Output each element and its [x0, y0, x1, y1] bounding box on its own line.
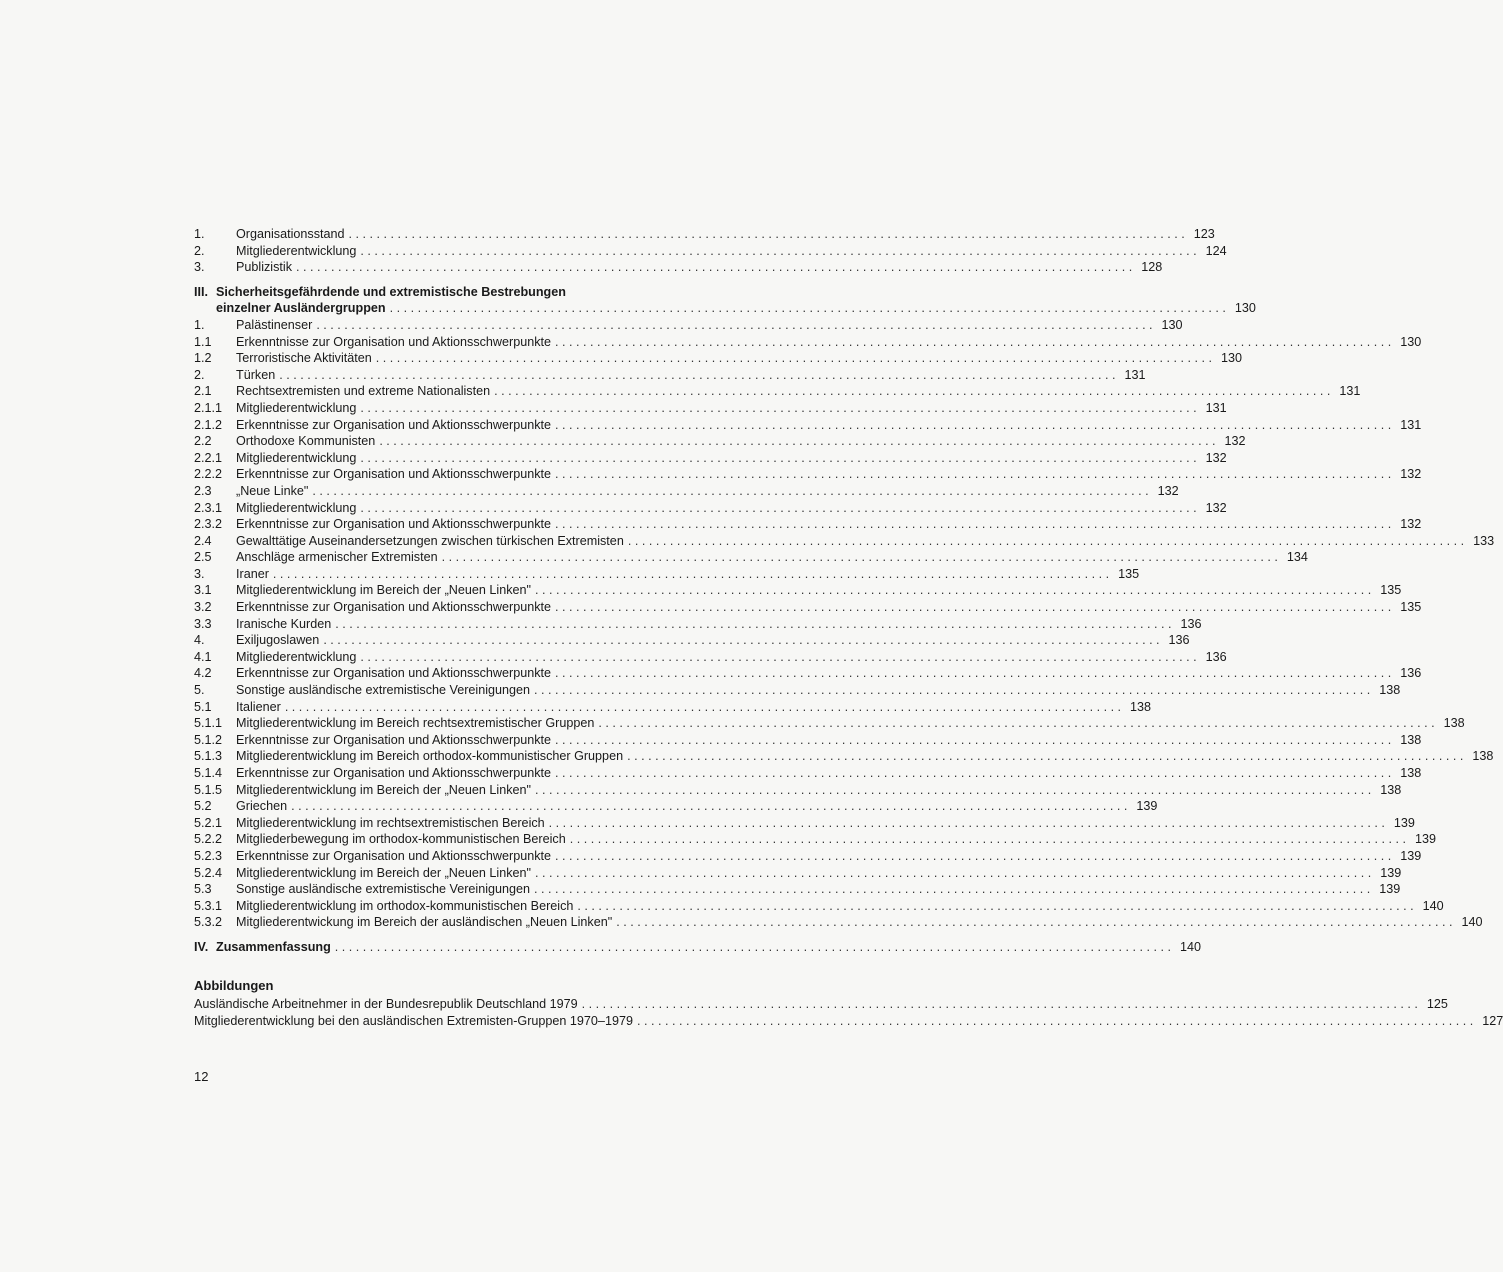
toc-entry: [194, 914, 1483, 931]
entry-title: Iraner: [236, 566, 269, 581]
page-number: 132: [1157, 483, 1179, 498]
toc-part-1: [194, 226, 1227, 276]
entry-title: Sonstige ausländische extremistische Vereinigungen: [236, 882, 531, 897]
section-iii-heading: [194, 284, 706, 301]
entry-title: Organisationsstand: [236, 227, 345, 241]
entry-title: Italiener: [236, 699, 281, 714]
page-number: 138: [1130, 699, 1152, 714]
page-number: 132: [1205, 450, 1227, 465]
leader-dots: [637, 1013, 1473, 1030]
leader-dots: [360, 400, 1196, 417]
leader-dots: [577, 898, 1413, 915]
leader-dots: [555, 516, 1391, 533]
page-number: 138: [1400, 732, 1422, 747]
figures-heading: Abbildungen: [194, 977, 274, 993]
entry-title: Mitgliederbewegung im orthodox-kommunistischen Bereich: [236, 832, 566, 847]
section-title: Zusammenfassung: [216, 939, 331, 954]
leader-dots: [323, 632, 1159, 649]
figure-entry: [194, 1013, 1503, 1030]
entry-title: Erkenntnisse zur Organisation und Aktionsschwerpunkte: [236, 766, 552, 780]
page-number: 139: [1393, 815, 1415, 830]
toc-entry: [194, 848, 1422, 865]
entry-title: Erkenntnisse zur Organisation und Aktionsschwerpunkte: [236, 517, 552, 532]
page-number: 127: [1482, 1013, 1503, 1028]
entry-number: 2.3: [194, 483, 212, 498]
leader-dots: [494, 383, 1330, 400]
page-number: 139: [1380, 865, 1402, 880]
page-number: 135: [1118, 566, 1140, 581]
entry-number: 5.2: [194, 799, 212, 814]
entry-number: 5.1.2: [194, 732, 223, 747]
leader-dots: [279, 367, 1115, 384]
entry-title: Mitgliederentwicklung im orthodox-kommunistischen Bereich: [236, 898, 574, 913]
entry-title: Terroristische Aktivitäten: [236, 351, 372, 366]
entry-title: Erkenntnisse zur Organisation und Aktionsschwerpunkte: [236, 417, 552, 432]
leader-dots: [627, 748, 1463, 765]
entry-title: Mitgliederentwicklung: [236, 243, 357, 258]
entry-title: Ausländische Arbeitnehmer in der Bundesrepublik Deutschland 1979: [194, 997, 578, 1012]
entry-number: 1.1: [194, 334, 212, 349]
entry-number: 2.1.1: [194, 400, 223, 415]
entry-number: 2.1: [194, 384, 212, 399]
leader-dots: [335, 616, 1171, 633]
leader-dots: [335, 939, 1171, 956]
page-number: 139: [1379, 882, 1401, 897]
entry-number: 2.3.1: [194, 500, 223, 515]
page-number: 139: [1414, 832, 1436, 847]
entry-number: 3.: [194, 566, 205, 581]
entry-title: Erkenntnisse zur Organisation und Aktionsschwerpunkte: [236, 848, 552, 863]
page-number: 132: [1400, 517, 1422, 532]
entry-title: Mitgliederentwicklung im Bereich der „Neuen Linken": [236, 782, 531, 797]
entry-number: 5.1: [194, 699, 212, 714]
entry-title: Sonstige ausländische extremistische Vereinigungen: [236, 683, 531, 698]
leader-dots: [549, 815, 1385, 832]
toc-entry: [194, 334, 1422, 351]
leader-dots: [360, 649, 1196, 666]
page-number: 136: [1168, 633, 1190, 648]
toc-entry: [194, 243, 1227, 260]
leader-dots: [360, 500, 1196, 517]
page-number: 138: [1379, 683, 1401, 698]
leader-dots: [360, 243, 1196, 260]
leader-dots: [555, 417, 1391, 434]
entry-title: Erkenntnisse zur Organisation und Aktionsschwerpunkte: [236, 334, 552, 349]
toc-entry: [194, 616, 1202, 633]
page-number: 136: [1180, 616, 1202, 631]
entry-title: Rechtsextremisten und extreme Nationalisten: [236, 384, 491, 399]
spacer: [194, 970, 706, 978]
toc-entry: [194, 682, 1401, 699]
entry-title: Mitgliederentwicklung im Bereich der „Neuen Linken": [236, 865, 531, 880]
entry-number: 2.1.2: [194, 417, 223, 432]
entry-number: 5.3: [194, 882, 212, 897]
entry-number: 5.2.2: [194, 832, 223, 847]
spacer: [194, 931, 706, 939]
toc-entry: [194, 881, 1401, 898]
page-number: 132: [1224, 434, 1246, 449]
entry-number: 1.: [194, 317, 205, 332]
entry-number: 2.3.2: [194, 517, 223, 532]
toc-entry: [194, 898, 1444, 915]
entry-title: Mitgliederentwicklung im Bereich orthodox-kommunistischer Gruppen: [236, 749, 624, 764]
toc-entry: [194, 317, 1183, 334]
page-number: 136: [1400, 666, 1422, 681]
entry-number: 3.3: [194, 616, 212, 631]
page-number: 138: [1472, 749, 1494, 764]
entry-title: „Neue Linke": [236, 483, 309, 498]
page-number: 130: [1234, 301, 1256, 316]
section-number: IV.: [194, 939, 209, 954]
entry-title: Erkenntnisse zur Organisation und Aktionsschwerpunkte: [236, 467, 552, 482]
toc-entry: [194, 383, 1361, 400]
toc-entry: [194, 433, 1246, 450]
entry-title: Exiljugoslawen: [236, 633, 320, 648]
toc-entry: [194, 715, 1465, 732]
entry-number: 3.2: [194, 600, 212, 615]
page-number: 124: [1205, 243, 1227, 258]
entry-number: 5.1.5: [194, 782, 223, 797]
toc-entry: [194, 450, 1227, 467]
leader-dots: [376, 350, 1212, 367]
leader-dots: [291, 798, 1127, 815]
entry-title: Erkenntnisse zur Organisation und Aktionsschwerpunkte: [236, 600, 552, 615]
page-number: 131: [1339, 384, 1361, 399]
entry-number: 4.2: [194, 666, 212, 681]
page-number: 138: [1443, 716, 1465, 731]
leader-dots: [535, 865, 1371, 882]
figure-entry: [194, 996, 1448, 1013]
entry-title: Erkenntnisse zur Organisation und Aktionsschwerpunkte: [236, 732, 552, 747]
page-number: 128: [1141, 260, 1163, 275]
entry-title: Griechen: [236, 799, 288, 814]
toc-entry: [194, 400, 1227, 417]
page-number: 130: [1221, 351, 1243, 366]
entry-title: Mitgliederentwicklung bei den ausländischen Extremisten-Gruppen 1970–1979: [194, 1013, 633, 1028]
page-number: 130: [1161, 317, 1183, 332]
section-title-line-1: Sicherheitsgefährdende und extremistische Bestrebungen: [216, 284, 566, 299]
leader-dots: [555, 765, 1391, 782]
figures-list: [194, 996, 1503, 1029]
page-number: 131: [1400, 417, 1422, 432]
entry-number: 2.2: [194, 434, 212, 449]
toc-entry: [194, 259, 1163, 276]
leader-dots: [535, 582, 1371, 599]
leader-dots: [360, 450, 1196, 467]
entry-number: 5.2.4: [194, 865, 223, 880]
entry-number: 2.5: [194, 550, 212, 565]
entry-title: Türken: [236, 367, 276, 382]
toc-entry: [194, 632, 1190, 649]
leader-dots: [534, 881, 1370, 898]
page-number: 138: [1400, 766, 1422, 780]
entry-title: Orthodoxe Kommunisten: [236, 434, 376, 449]
leader-dots: [296, 259, 1132, 276]
entry-number: 5.1.3: [194, 749, 223, 764]
leader-dots: [616, 914, 1452, 931]
entry-title: Mitgliederentwicklung im rechtsextremistischen Bereich: [236, 815, 545, 830]
table-of-contents: [194, 226, 1503, 1029]
page-number: 140: [1422, 898, 1444, 913]
page-number: 133: [1473, 533, 1495, 548]
entry-number: 3.: [194, 260, 205, 275]
toc-entry: [194, 367, 1146, 384]
leader-dots: [285, 699, 1121, 716]
entry-title: Mitgliederentwicklung: [236, 500, 357, 515]
leader-dots: [582, 996, 1418, 1013]
entry-title: Mitgliederentwickung im Bereich der ausländischen „Neuen Linken": [236, 915, 613, 930]
toc-entry: [194, 466, 1422, 483]
toc-entry: [194, 533, 1495, 550]
toc-entry: [194, 732, 1422, 749]
section-iii-heading-continued: [194, 300, 1256, 317]
leader-dots: [534, 682, 1370, 699]
page-number: 140: [1180, 939, 1202, 954]
page-number: 135: [1380, 583, 1402, 598]
page-number: 131: [1205, 400, 1227, 415]
page-number: 132: [1205, 500, 1227, 515]
toc-entry: [194, 748, 1494, 765]
spacer: [194, 956, 706, 970]
leader-dots: [273, 566, 1109, 583]
entry-number: 4.: [194, 633, 205, 648]
page-number: 135: [1400, 600, 1422, 615]
leader-dots: [535, 782, 1371, 799]
toc-entry: [194, 549, 1308, 566]
entry-number: 4.1: [194, 649, 212, 664]
toc-entry: [194, 699, 1152, 716]
entry-number: 5.3.1: [194, 898, 223, 913]
page-number: 140: [1461, 915, 1483, 930]
toc-entry: [194, 865, 1402, 882]
entry-title: Publizistik: [236, 260, 292, 275]
leader-dots: [598, 715, 1434, 732]
entry-number: 2.: [194, 243, 205, 258]
page-number: 130: [1400, 334, 1422, 349]
leader-dots: [349, 226, 1185, 243]
entry-number: 5.: [194, 683, 205, 698]
entry-title: Mitgliederentwicklung im Bereich der „Neuen Linken": [236, 583, 531, 598]
entry-number: 5.2.3: [194, 848, 223, 863]
leader-dots: [316, 317, 1152, 334]
entry-number: 5.3.2: [194, 915, 223, 930]
toc-entry: [194, 599, 1422, 616]
toc-entry: [194, 582, 1402, 599]
section-iv-heading: [194, 939, 1202, 956]
page-number: 134: [1286, 550, 1308, 565]
toc-entry: [194, 649, 1227, 666]
leader-dots: [628, 533, 1464, 550]
entry-title: Anschläge armenischer Extremisten: [236, 550, 438, 565]
toc-entry: [194, 566, 1140, 583]
entry-number: 2.2.2: [194, 467, 223, 482]
toc-entry: [194, 782, 1402, 799]
entry-title: Erkenntnisse zur Organisation und Aktionsschwerpunkte: [236, 666, 552, 681]
entry-number: 5.2.1: [194, 815, 223, 830]
entry-number: 1.: [194, 227, 205, 241]
toc-entry: [194, 815, 1415, 832]
toc-entry: [194, 516, 1422, 533]
page-number: 139: [1400, 848, 1422, 863]
toc-entry: [194, 665, 1422, 682]
footer-page-number: 12: [194, 1069, 209, 1084]
toc-part-2: [194, 317, 1495, 931]
page-number: 125: [1426, 997, 1448, 1012]
entry-number: 2.2.1: [194, 450, 223, 465]
toc-entry: [194, 483, 1179, 500]
page-number: 132: [1400, 467, 1422, 482]
section-number: III.: [194, 284, 208, 299]
toc-entry: [194, 417, 1422, 434]
leader-dots: [555, 732, 1391, 749]
entry-number: 5.1.1: [194, 716, 223, 731]
leader-dots: [555, 848, 1391, 865]
section-title-line-2: einzelner Ausländergruppen: [216, 301, 386, 316]
page-number: 139: [1136, 799, 1158, 814]
leader-dots: [570, 831, 1406, 848]
entry-number: 2.4: [194, 533, 212, 548]
leader-dots: [312, 483, 1148, 500]
toc-entry: [194, 226, 1215, 243]
entry-number: 1.2: [194, 351, 212, 366]
toc-entry: [194, 798, 1158, 815]
entry-title: Palästinenser: [236, 317, 313, 332]
entry-title: Gewalttätige Auseinandersetzungen zwischen türkischen Extremisten: [236, 533, 624, 548]
leader-dots: [390, 300, 1226, 317]
entry-number: 3.1: [194, 583, 212, 598]
leader-dots: [379, 433, 1215, 450]
toc-entry: [194, 500, 1227, 517]
leader-dots: [442, 549, 1278, 566]
page-number: 138: [1380, 782, 1402, 797]
entry-number: 5.1.4: [194, 766, 223, 780]
toc-entry: [194, 831, 1436, 848]
entry-title: Mitgliederentwicklung im Bereich rechtsextremistischer Gruppen: [236, 716, 595, 731]
entry-title: Mitgliederentwicklung: [236, 450, 357, 465]
entry-title: Mitgliederentwicklung: [236, 400, 357, 415]
toc-entry: [194, 765, 1422, 782]
leader-dots: [555, 599, 1391, 616]
page-number: 136: [1205, 649, 1227, 664]
page-number: 131: [1124, 367, 1146, 382]
entry-title: Mitgliederentwicklung: [236, 649, 357, 664]
spacer: [194, 276, 706, 284]
toc-entry: [194, 350, 1243, 367]
entry-number: 2.: [194, 367, 205, 382]
leader-dots: [555, 665, 1391, 682]
leader-dots: [555, 466, 1391, 483]
leader-dots: [555, 334, 1391, 351]
entry-title: Iranische Kurden: [236, 616, 332, 631]
page-number: 123: [1193, 227, 1215, 241]
